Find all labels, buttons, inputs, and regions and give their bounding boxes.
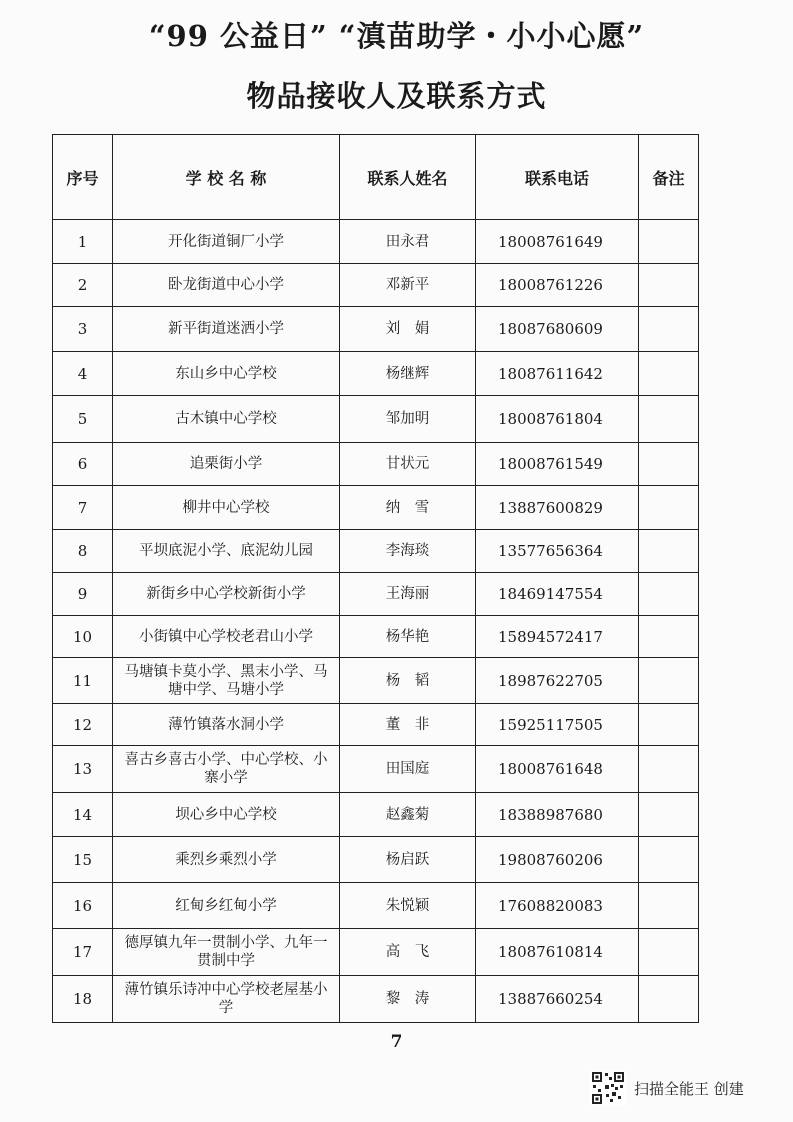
- contact-name-cell: 田国庭: [340, 746, 476, 793]
- table-row: [53, 929, 699, 976]
- table-row: [53, 837, 699, 883]
- scanner-watermark: [590, 1070, 744, 1106]
- phone-cell: 13887600829: [476, 486, 639, 530]
- remarks-cell: [639, 704, 699, 746]
- table-row: [53, 704, 699, 746]
- school-name-cell: 追栗街小学: [113, 443, 340, 486]
- school-name-cell: 马塘镇卡莫小学、黑末小学、马塘中学、马塘小学: [113, 658, 340, 704]
- remarks-cell: [639, 573, 699, 616]
- school-name-cell: 小街镇中心学校老君山小学: [113, 616, 340, 658]
- phone-cell: 18008761804: [476, 396, 639, 443]
- header-phone: 联系电话: [476, 135, 639, 220]
- header-contact-name: 联系人姓名: [340, 135, 476, 220]
- contact-table: [52, 134, 699, 1023]
- remarks-cell: [639, 396, 699, 443]
- school-name-cell: 新平街道迷洒小学: [113, 307, 340, 352]
- contact-name-cell: 李海琰: [340, 530, 476, 573]
- phone-cell: 18008761648: [476, 746, 639, 793]
- serial-cell: 5: [53, 396, 113, 443]
- table-row: [53, 307, 699, 352]
- contact-name-cell: 邹加明: [340, 396, 476, 443]
- phone-cell: 13887660254: [476, 976, 639, 1023]
- contact-name-cell: 刘 娟: [340, 307, 476, 352]
- remarks-cell: [639, 883, 699, 929]
- remarks-cell: [639, 658, 699, 704]
- contact-name-cell: 王海丽: [340, 573, 476, 616]
- school-name-cell: 开化街道铜厂小学: [113, 220, 340, 264]
- contact-name-cell: 甘状元: [340, 443, 476, 486]
- qr-code-icon: [590, 1070, 626, 1106]
- header-remarks: 备注: [639, 135, 699, 220]
- header-serial: 序号: [53, 135, 113, 220]
- serial-cell: 17: [53, 929, 113, 976]
- remarks-cell: [639, 793, 699, 837]
- serial-cell: 8: [53, 530, 113, 573]
- serial-cell: 18: [53, 976, 113, 1023]
- remarks-cell: [639, 530, 699, 573]
- phone-cell: 18087680609: [476, 307, 639, 352]
- serial-cell: 10: [53, 616, 113, 658]
- remarks-cell: [639, 264, 699, 307]
- phone-cell: 13577656364: [476, 530, 639, 573]
- table-body: [53, 220, 699, 1023]
- serial-cell: 7: [53, 486, 113, 530]
- school-name-cell: 德厚镇九年一贯制小学、九年一贯制中学: [113, 929, 340, 976]
- phone-cell: 18469147554: [476, 573, 639, 616]
- table-row: [53, 352, 699, 396]
- footer-text: 扫描全能王 创建: [634, 1079, 744, 1098]
- table-row: [53, 616, 699, 658]
- serial-cell: 11: [53, 658, 113, 704]
- table-row: [53, 976, 699, 1023]
- table-row: [53, 220, 699, 264]
- school-name-cell: 乘烈乡乘烈小学: [113, 837, 340, 883]
- phone-cell: 18008761226: [476, 264, 639, 307]
- table-row: [53, 746, 699, 793]
- contact-name-cell: 高 飞: [340, 929, 476, 976]
- remarks-cell: [639, 307, 699, 352]
- school-name-cell: 柳井中心学校: [113, 486, 340, 530]
- contact-name-cell: 杨 韬: [340, 658, 476, 704]
- contact-name-cell: 杨启跃: [340, 837, 476, 883]
- remarks-cell: [639, 443, 699, 486]
- table-row: [53, 793, 699, 837]
- phone-cell: 17608820083: [476, 883, 639, 929]
- phone-cell: 18987622705: [476, 658, 639, 704]
- document-title-line2: 物品接收人及联系方式: [246, 79, 547, 113]
- contact-name-cell: 田永君: [340, 220, 476, 264]
- phone-cell: 18087610814: [476, 929, 639, 976]
- table-row: [53, 264, 699, 307]
- phone-cell: 18008761649: [476, 220, 639, 264]
- serial-cell: 16: [53, 883, 113, 929]
- phone-cell: 18388987680: [476, 793, 639, 837]
- serial-cell: 15: [53, 837, 113, 883]
- serial-cell: 2: [53, 264, 113, 307]
- table-row: [53, 486, 699, 530]
- document-title-line1: “99 公益日” “滇苗助学・小小心愿”: [148, 19, 645, 53]
- phone-cell: 19808760206: [476, 837, 639, 883]
- contact-name-cell: 赵鑫菊: [340, 793, 476, 837]
- remarks-cell: [639, 746, 699, 793]
- school-name-cell: 平坝底泥小学、底泥幼儿园: [113, 530, 340, 573]
- school-name-cell: 喜古乡喜古小学、中心学校、小寨小学: [113, 746, 340, 793]
- school-name-cell: 卧龙街道中心小学: [113, 264, 340, 307]
- contact-name-cell: 杨华艳: [340, 616, 476, 658]
- contact-name-cell: 董 非: [340, 704, 476, 746]
- school-name-cell: 红甸乡红甸小学: [113, 883, 340, 929]
- school-name-cell: 古木镇中心学校: [113, 396, 340, 443]
- table-row: [53, 658, 699, 704]
- phone-cell: 18087611642: [476, 352, 639, 396]
- table-row: [53, 443, 699, 486]
- serial-cell: 12: [53, 704, 113, 746]
- school-name-cell: 薄竹镇落水洞小学: [113, 704, 340, 746]
- remarks-cell: [639, 220, 699, 264]
- contact-name-cell: 朱悦颖: [340, 883, 476, 929]
- school-name-cell: 新街乡中心学校新街小学: [113, 573, 340, 616]
- header-school-name: 学 校 名 称: [113, 135, 340, 220]
- school-name-cell: 薄竹镇乐诗冲中心学校老屋基小学: [113, 976, 340, 1023]
- remarks-cell: [639, 976, 699, 1023]
- serial-cell: 3: [53, 307, 113, 352]
- phone-cell: 18008761549: [476, 443, 639, 486]
- serial-cell: 13: [53, 746, 113, 793]
- remarks-cell: [639, 352, 699, 396]
- contact-name-cell: 杨继辉: [340, 352, 476, 396]
- remarks-cell: [639, 486, 699, 530]
- phone-cell: 15894572417: [476, 616, 639, 658]
- remarks-cell: [639, 616, 699, 658]
- remarks-cell: [639, 837, 699, 883]
- phone-cell: 15925117505: [476, 704, 639, 746]
- serial-cell: 4: [53, 352, 113, 396]
- page-number: 7: [390, 1032, 403, 1052]
- school-name-cell: 东山乡中心学校: [113, 352, 340, 396]
- table-row: [53, 573, 699, 616]
- serial-cell: 14: [53, 793, 113, 837]
- serial-cell: 1: [53, 220, 113, 264]
- serial-cell: 9: [53, 573, 113, 616]
- contact-name-cell: 纳 雪: [340, 486, 476, 530]
- table-row: [53, 530, 699, 573]
- school-name-cell: 坝心乡中心学校: [113, 793, 340, 837]
- table-row: [53, 883, 699, 929]
- contact-name-cell: 黎 涛: [340, 976, 476, 1023]
- contact-name-cell: 邓新平: [340, 264, 476, 307]
- remarks-cell: [639, 929, 699, 976]
- table-row: [53, 396, 699, 443]
- serial-cell: 6: [53, 443, 113, 486]
- table-header-row: [53, 135, 699, 220]
